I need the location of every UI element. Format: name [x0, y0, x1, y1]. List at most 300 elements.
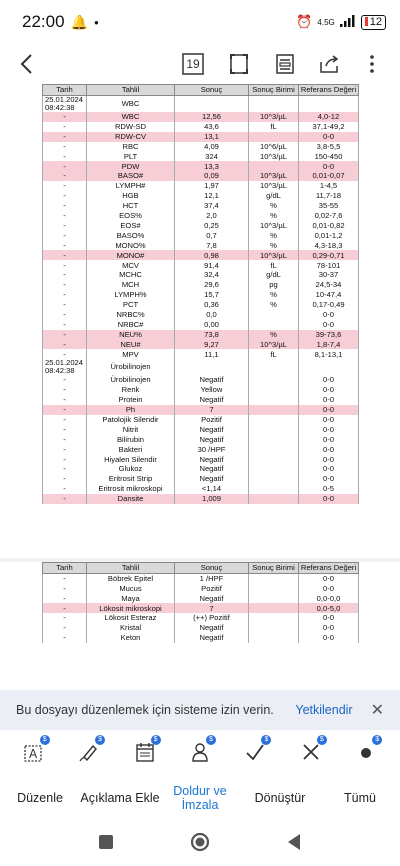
- table-cell: 7: [175, 603, 249, 613]
- table-cell: -: [43, 330, 87, 340]
- table-cell: Kristal: [87, 623, 175, 633]
- table-cell: WBC: [87, 112, 175, 122]
- table-cell: -: [43, 181, 87, 191]
- table-cell: [249, 375, 299, 385]
- status-bar: [0, 0, 400, 44]
- table-cell: 0,98: [175, 250, 249, 260]
- table-cell: [249, 494, 299, 504]
- table-cell: -: [43, 375, 87, 385]
- table-row: [43, 270, 359, 280]
- table-cell: -: [43, 300, 87, 310]
- table-cell: 0,01-0,82: [299, 221, 359, 231]
- table-row: [43, 231, 359, 241]
- table-cell: 1 /HPF: [175, 574, 249, 584]
- table-cell: Renk: [87, 385, 175, 395]
- table-cell: [249, 96, 299, 113]
- table-cell: Negatif: [175, 375, 249, 385]
- table-cell: [249, 132, 299, 142]
- table-cell: -: [43, 385, 87, 395]
- table-cell: %: [249, 300, 299, 310]
- table-cell: 1,97: [175, 181, 249, 191]
- table-cell: 13,1: [175, 132, 249, 142]
- table-cell: fL: [249, 122, 299, 132]
- table-row: [43, 161, 359, 171]
- table-row: [43, 584, 359, 594]
- table-cell: EOS%: [87, 211, 175, 221]
- table-cell: [175, 359, 249, 375]
- table-cell: -: [43, 484, 87, 494]
- signer-icon[interactable]: $: [185, 737, 215, 767]
- table-cell: fL: [249, 349, 299, 359]
- table-cell: RDW-SD: [87, 122, 175, 132]
- table-cell: 0,17-0,49: [299, 300, 359, 310]
- nav-all[interactable]: Tümü: [344, 791, 376, 805]
- cross-mark-icon[interactable]: $: [296, 737, 326, 767]
- table-cell: NRBC%: [87, 310, 175, 320]
- table-cell: 0-5: [299, 484, 359, 494]
- table-cell: Protein: [87, 395, 175, 405]
- table-cell: [249, 633, 299, 643]
- table-cell: 43,6: [175, 122, 249, 132]
- table-cell: NEU#: [87, 339, 175, 349]
- table-cell: Negatif: [175, 464, 249, 474]
- table-cell: -: [43, 310, 87, 320]
- svg-text:A: A: [28, 747, 37, 761]
- table-cell: -: [43, 122, 87, 132]
- table-row: [43, 494, 359, 504]
- table-cell: Glukoz: [87, 464, 175, 474]
- column-header: Tahlil: [87, 563, 175, 574]
- table-cell: 0,02-7,6: [299, 211, 359, 221]
- table-cell: 10^3/µL: [249, 112, 299, 122]
- table-cell: PLT: [87, 152, 175, 162]
- home-icon[interactable]: [190, 832, 210, 857]
- table-cell: 12,56: [175, 112, 249, 122]
- table-row: [43, 445, 359, 455]
- table-cell: -: [43, 574, 87, 584]
- table-cell: -: [43, 201, 87, 211]
- table-cell: Maya: [87, 593, 175, 603]
- lab-results-table: [42, 562, 359, 643]
- table-row: [43, 339, 359, 349]
- table-row: [43, 221, 359, 231]
- table-cell: 1,8-7,4: [299, 339, 359, 349]
- table-cell: Keton: [87, 633, 175, 643]
- permission-banner: [0, 690, 400, 730]
- table-cell: -: [43, 112, 87, 122]
- table-cell: RBC: [87, 142, 175, 152]
- table-cell: -: [43, 623, 87, 633]
- table-cell: Negatif: [175, 593, 249, 603]
- table-cell: Dansite: [87, 494, 175, 504]
- table-cell: MCV: [87, 260, 175, 270]
- table-cell: Yellow: [175, 385, 249, 395]
- table-row: [43, 122, 359, 132]
- table-cell: 0-0: [299, 405, 359, 415]
- table-cell: [249, 603, 299, 613]
- table-cell: [249, 415, 299, 425]
- column-header: Referans Değeri: [299, 85, 359, 96]
- table-cell: %: [249, 241, 299, 251]
- nav-fill-sign[interactable]: Doldur ve İmzala: [173, 784, 227, 812]
- table-cell: 12,1: [175, 191, 249, 201]
- lab-results-table: [42, 84, 359, 504]
- table-cell: [249, 574, 299, 584]
- table-cell: [175, 96, 249, 113]
- table-cell: -: [43, 339, 87, 349]
- table-cell: [249, 474, 299, 484]
- authorize-link[interactable]: Yetkilendir: [295, 703, 353, 717]
- table-row: [43, 290, 359, 300]
- table-cell: 324: [175, 152, 249, 162]
- table-cell: 29,6: [175, 280, 249, 290]
- checkmark-icon[interactable]: $: [240, 737, 270, 767]
- table-cell: MCH: [87, 280, 175, 290]
- table-cell: 10^3/µL: [249, 250, 299, 260]
- table-cell: -: [43, 435, 87, 445]
- table-cell: Negatif: [175, 425, 249, 435]
- table-cell: -: [43, 613, 87, 623]
- table-cell: 10^3/µL: [249, 221, 299, 231]
- table-row: [43, 405, 359, 415]
- table-row: [43, 112, 359, 122]
- table-cell: Negatif: [175, 454, 249, 464]
- battery-icon: 12: [361, 15, 386, 30]
- table-cell: 15,7: [175, 290, 249, 300]
- table-row: [43, 320, 359, 330]
- table-row: [43, 623, 359, 633]
- table-row: [43, 593, 359, 603]
- table-cell: [249, 161, 299, 171]
- table-cell: 37,4: [175, 201, 249, 211]
- page-count: 19: [186, 57, 200, 71]
- table-cell: PDW: [87, 161, 175, 171]
- table-row: [43, 152, 359, 162]
- table-cell: Negatif: [175, 395, 249, 405]
- table-cell: 0-0: [299, 474, 359, 484]
- table-cell: 4,0-12: [299, 112, 359, 122]
- table-cell: 0,01-1,2: [299, 231, 359, 241]
- table-cell: 0-0: [299, 435, 359, 445]
- table-cell: 0-0: [299, 395, 359, 405]
- table-cell: MONO#: [87, 250, 175, 260]
- table-cell: [249, 435, 299, 445]
- fill-sign-tools: [0, 730, 400, 774]
- table-cell: 0-0: [299, 623, 359, 633]
- table-cell: %: [249, 290, 299, 300]
- document-page: [0, 84, 400, 558]
- nav-edit[interactable]: Düzenle: [17, 791, 63, 805]
- table-cell: 0-0: [299, 574, 359, 584]
- table-cell: Bilirubin: [87, 435, 175, 445]
- table-cell: RDW-CV: [87, 132, 175, 142]
- table-cell: Negatif: [175, 474, 249, 484]
- column-header: Tahlil: [87, 85, 175, 96]
- table-cell: MONO%: [87, 241, 175, 251]
- table-cell: -: [43, 445, 87, 455]
- table-cell: Patolojik Silendir: [87, 415, 175, 425]
- notification-bell-icon: 🔔: [70, 13, 88, 30]
- table-cell: 91,4: [175, 260, 249, 270]
- table-cell: 30 /HPF: [175, 445, 249, 455]
- table-cell: -: [43, 603, 87, 613]
- table-row: [43, 241, 359, 251]
- table-cell: -: [43, 152, 87, 162]
- table-cell: Ph: [87, 405, 175, 415]
- table-cell: 0-0: [299, 494, 359, 504]
- table-cell: 10^3/µL: [249, 171, 299, 181]
- table-cell: Pozitif: [175, 584, 249, 594]
- table-cell: fL: [249, 260, 299, 270]
- table-cell: 10^6/µL: [249, 142, 299, 152]
- table-cell: 37,1-49,2: [299, 122, 359, 132]
- table-cell: (++) Pozitif: [175, 613, 249, 623]
- table-cell: 150-450: [299, 152, 359, 162]
- table-cell: Mucus: [87, 584, 175, 594]
- table-cell: 24,5-34: [299, 280, 359, 290]
- table-cell: 13,3: [175, 161, 249, 171]
- reading-mode-icon[interactable]: [273, 52, 297, 76]
- table-row: [43, 142, 359, 152]
- table-cell: 73,8: [175, 330, 249, 340]
- table-cell: 39-73,6: [299, 330, 359, 340]
- page-count-button[interactable]: [181, 52, 205, 76]
- table-cell: [299, 96, 359, 113]
- table-row: [43, 171, 359, 181]
- table-cell: -: [43, 221, 87, 231]
- table-cell: Negatif: [175, 623, 249, 633]
- text-box-icon[interactable]: A $: [19, 737, 49, 767]
- table-row: [43, 211, 359, 221]
- share-icon[interactable]: [317, 52, 341, 76]
- table-cell: [249, 593, 299, 603]
- table-cell: 0,01-0,07: [299, 171, 359, 181]
- table-cell: HCT: [87, 201, 175, 211]
- bottom-navigation: [0, 774, 400, 822]
- table-cell: Böbrek Epitel: [87, 574, 175, 584]
- recents-icon[interactable]: [98, 834, 114, 855]
- table-cell: -: [43, 454, 87, 464]
- back-icon[interactable]: [286, 833, 302, 856]
- table-cell: [249, 623, 299, 633]
- document-viewer[interactable]: [0, 84, 400, 690]
- table-cell: 78-101: [299, 260, 359, 270]
- table-row: [43, 375, 359, 385]
- column-header: Referans Değeri: [299, 563, 359, 574]
- alarm-icon: ⏰: [296, 14, 313, 29]
- table-cell: [249, 320, 299, 330]
- table-cell: Lökosit mikroskopi: [87, 603, 175, 613]
- nav-convert[interactable]: Dönüştür: [254, 791, 306, 805]
- table-row: [43, 359, 359, 375]
- table-row: [43, 280, 359, 290]
- table-row: [43, 574, 359, 584]
- table-cell: [249, 310, 299, 320]
- table-cell: MPV: [87, 349, 175, 359]
- table-cell: [249, 385, 299, 395]
- table-cell: Bakteri: [87, 445, 175, 455]
- table-row: [43, 201, 359, 211]
- table-cell: LYMPH%: [87, 290, 175, 300]
- table-cell: Negatif: [175, 633, 249, 643]
- column-header: Sonuç Birimi: [249, 563, 299, 574]
- table-cell: [249, 445, 299, 455]
- table-cell: [249, 464, 299, 474]
- table-cell: 2,0: [175, 211, 249, 221]
- table-row: [43, 96, 359, 113]
- table-cell: -: [43, 395, 87, 405]
- nav-annotate[interactable]: Açıklama Ekle: [80, 791, 160, 805]
- table-row: [43, 330, 359, 340]
- table-cell: -: [43, 211, 87, 221]
- close-icon[interactable]: ✕: [370, 702, 384, 719]
- table-cell: -: [43, 415, 87, 425]
- document-page: [0, 562, 400, 690]
- table-cell: 7: [175, 405, 249, 415]
- table-cell: -: [43, 191, 87, 201]
- table-row: [43, 425, 359, 435]
- table-cell: -: [43, 425, 87, 435]
- table-cell: -: [43, 161, 87, 171]
- column-header: Sonuç: [175, 563, 249, 574]
- table-cell: 3,8-5,5: [299, 142, 359, 152]
- banner-text: Bu dosyayı düzenlemek için sisteme izin verin.: [16, 703, 274, 717]
- more-options-icon[interactable]: [364, 52, 380, 76]
- table-cell: 0,0-0,0: [299, 593, 359, 603]
- table-row: [43, 395, 359, 405]
- table-cell: %: [249, 211, 299, 221]
- table-cell: 0,29-0,71: [299, 250, 359, 260]
- table-cell: 4,09: [175, 142, 249, 152]
- table-cell: Hiyalen Silendir: [87, 454, 175, 464]
- table-cell: 10^3/µL: [249, 181, 299, 191]
- table-cell: -: [43, 231, 87, 241]
- table-row: [43, 250, 359, 260]
- table-cell: 7,8: [175, 241, 249, 251]
- table-cell: 0,7: [175, 231, 249, 241]
- table-cell: -: [43, 171, 87, 181]
- table-cell: <1,14: [175, 484, 249, 494]
- table-row: [43, 464, 359, 474]
- table-cell: [249, 425, 299, 435]
- table-cell: Negatif: [175, 435, 249, 445]
- table-cell: 0,36: [175, 300, 249, 310]
- table-cell: pg: [249, 280, 299, 290]
- back-arrow-icon[interactable]: [14, 52, 38, 76]
- table-cell: [249, 359, 299, 375]
- table-cell: [249, 584, 299, 594]
- table-row: [43, 435, 359, 445]
- table-cell: Pozitif: [175, 415, 249, 425]
- table-cell: -: [43, 320, 87, 330]
- table-cell: 11,1: [175, 349, 249, 359]
- table-cell: 0,00: [175, 320, 249, 330]
- table-cell: 0,25: [175, 221, 249, 231]
- table-cell: -: [43, 349, 87, 359]
- table-cell: 0,09: [175, 171, 249, 181]
- table-row: [43, 385, 359, 395]
- table-cell: 0-0: [299, 132, 359, 142]
- table-cell: -: [43, 270, 87, 280]
- table-cell: 10^3/µL: [249, 339, 299, 349]
- table-cell: -: [43, 584, 87, 594]
- signature-pen-icon[interactable]: $: [74, 737, 104, 767]
- table-cell: -: [43, 241, 87, 251]
- table-cell: 25.01.2024 08:42:38: [43, 96, 87, 113]
- table-cell: 10-47,4: [299, 290, 359, 300]
- network-type: 4.5G: [317, 17, 335, 27]
- table-row: [43, 300, 359, 310]
- table-cell: %: [249, 231, 299, 241]
- table-row: [43, 633, 359, 643]
- table-cell: 0-0: [299, 425, 359, 435]
- table-cell: 0-0: [299, 375, 359, 385]
- table-cell: 10^3/µL: [249, 152, 299, 162]
- table-cell: 30-37: [299, 270, 359, 280]
- table-cell: 0-0: [299, 613, 359, 623]
- table-cell: 0,0: [175, 310, 249, 320]
- table-cell: 0,0-5,0: [299, 603, 359, 613]
- table-cell: -: [43, 405, 87, 415]
- table-cell: NRBC#: [87, 320, 175, 330]
- notification-dot-icon: ●: [93, 17, 99, 27]
- table-cell: 8,1-13,1: [299, 349, 359, 359]
- table-cell: 0-0: [299, 310, 359, 320]
- fit-page-icon[interactable]: [227, 52, 251, 76]
- column-header: Sonuç: [175, 85, 249, 96]
- table-cell: [249, 484, 299, 494]
- table-cell: -: [43, 494, 87, 504]
- table-cell: EOS#: [87, 221, 175, 231]
- table-cell: 1-4,5: [299, 181, 359, 191]
- table-cell: 4,3-18,3: [299, 241, 359, 251]
- table-cell: WBC: [87, 96, 175, 113]
- table-cell: LYMPH#: [87, 181, 175, 191]
- column-header: Sonuç Birimi: [249, 85, 299, 96]
- table-cell: [299, 359, 359, 375]
- table-cell: 0-0: [299, 445, 359, 455]
- form-fill-icon[interactable]: $: [130, 737, 160, 767]
- table-row: [43, 454, 359, 464]
- table-cell: Eritrosit Strip: [87, 474, 175, 484]
- system-navigation: [0, 822, 400, 866]
- table-cell: 0-0: [299, 161, 359, 171]
- table-cell: 0-0: [299, 415, 359, 425]
- table-cell: -: [43, 633, 87, 643]
- table-row: [43, 603, 359, 613]
- table-row: [43, 191, 359, 201]
- table-cell: Lökosit Esteraz: [87, 613, 175, 623]
- table-cell: [249, 454, 299, 464]
- table-cell: 9,27: [175, 339, 249, 349]
- table-cell: PCT: [87, 300, 175, 310]
- table-cell: -: [43, 593, 87, 603]
- table-cell: g/dL: [249, 270, 299, 280]
- table-row: [43, 613, 359, 623]
- table-row: [43, 260, 359, 270]
- table-row: [43, 310, 359, 320]
- table-cell: -: [43, 474, 87, 484]
- table-cell: MCHC: [87, 270, 175, 280]
- dot-icon[interactable]: $: [351, 737, 381, 767]
- table-cell: 0-0: [299, 320, 359, 330]
- signal-icon: [340, 15, 356, 30]
- table-row: [43, 415, 359, 425]
- table-cell: [249, 405, 299, 415]
- table-cell: Nitrit: [87, 425, 175, 435]
- table-row: [43, 474, 359, 484]
- table-cell: [249, 613, 299, 623]
